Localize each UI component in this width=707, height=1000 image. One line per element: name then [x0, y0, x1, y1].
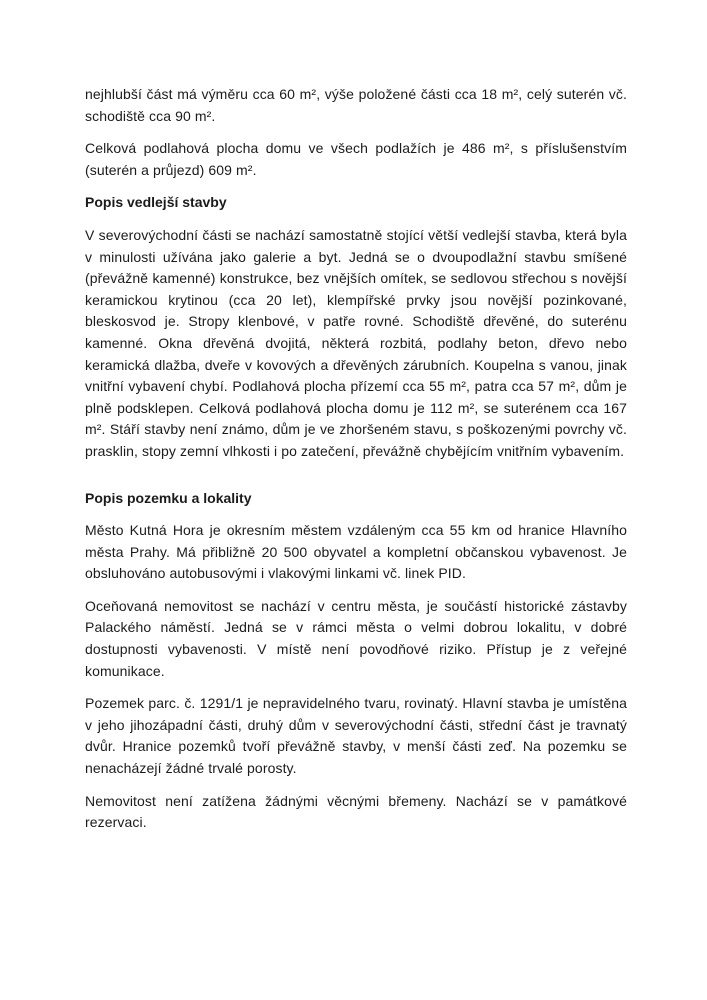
heading-land-and-locality: Popis pozemku a lokality	[85, 489, 252, 506]
heading-secondary-building: Popis vedlejší stavby	[85, 194, 227, 211]
paragraph-property-location: Oceňovaná nemovitost se nachází v centru města, je součástí historické zástavby Palackého náměstí. Jedná se v rámci města o velmi dobrou lokalitu, v dobré dostupnosti vybavenosti. V místě není povodňové riziko. Přístup je z veřejné komunikace.	[85, 597, 627, 679]
document-text-block	[85, 84, 627, 845]
paragraph-encumbrances: Nemovitost není zatížena žádnými věcnými břemeny. Nachází se v památkové rezervaci.	[85, 792, 627, 831]
paragraph-basement-area: nejhlubší část má výměru cca 60 m², výše položené části cca 18 m², celý suterén vč. schodiště cca 90 m².	[85, 86, 627, 124]
paragraph-parcel-description: Pozemek parc. č. 1291/1 je nepravidelného tvaru, rovinatý. Hlavní stavba je umístěna v jeho jihozápadní části, druhý dům v severovýchodní části, střední část je travnatý dvůr. Hranice pozemků tvoří převážně stavby, v menší části zeď. Na pozemku se nenacházejí žádné trvalé porosty.	[85, 695, 627, 777]
paragraph-secondary-building-description: V severovýchodní části se nachází samostatně stojící větší vedlejší stavba, která byla v minulosti užívána jako galerie a byt. Jedná se o dvoupodlažní stavbu smíšené (převážně kamenné) konstrukce, bez vnějších omítek, se sedlovou střechou s novější keramickou krytinou (cca 20 let), klempířské prvky jsou novější pozinkované, bleskosvod je. Stropy klenbové, v patře rovné. Schodiště dřevěné, do suterénu kamenné. Okna dřevěná dvojitá, některá rozbitá, podlahy beton, dřevo nebo keramická dlažba, dveře v kovových a dřevěných zárubních. Koupelna s vanou, jinak vnitřní vybavení chybí. Podlahová plocha přízemí cca 55 m², patra cca 57 m², dům je plně podsklepen. Celková podlahová plocha domu je 112 m², se suterénem cca 167 m². Stáří stavby není známo, dům je ve zhoršeném stavu, s poškozenými povrchy vč. prasklin, stopy zemní vlhkosti i po zatečení, převážně chybějícím vnitřním vybavením.	[85, 226, 627, 459]
paragraph-town-description: Město Kutná Hora je okresním městem vzdáleným cca 55 km od hranice Hlavního města Prahy. Má přibližně 20 500 obyvatel a kompletní občanskou vybavenost. Je obsluhováno autobusovými i vlakovými linkami vč. linek PID.	[85, 522, 627, 582]
paragraph-total-floor-area: Celková podlahová plocha domu ve všech podlažích je 486 m², s příslušenstvím (suterén a průjezd) 609 m².	[85, 140, 627, 178]
